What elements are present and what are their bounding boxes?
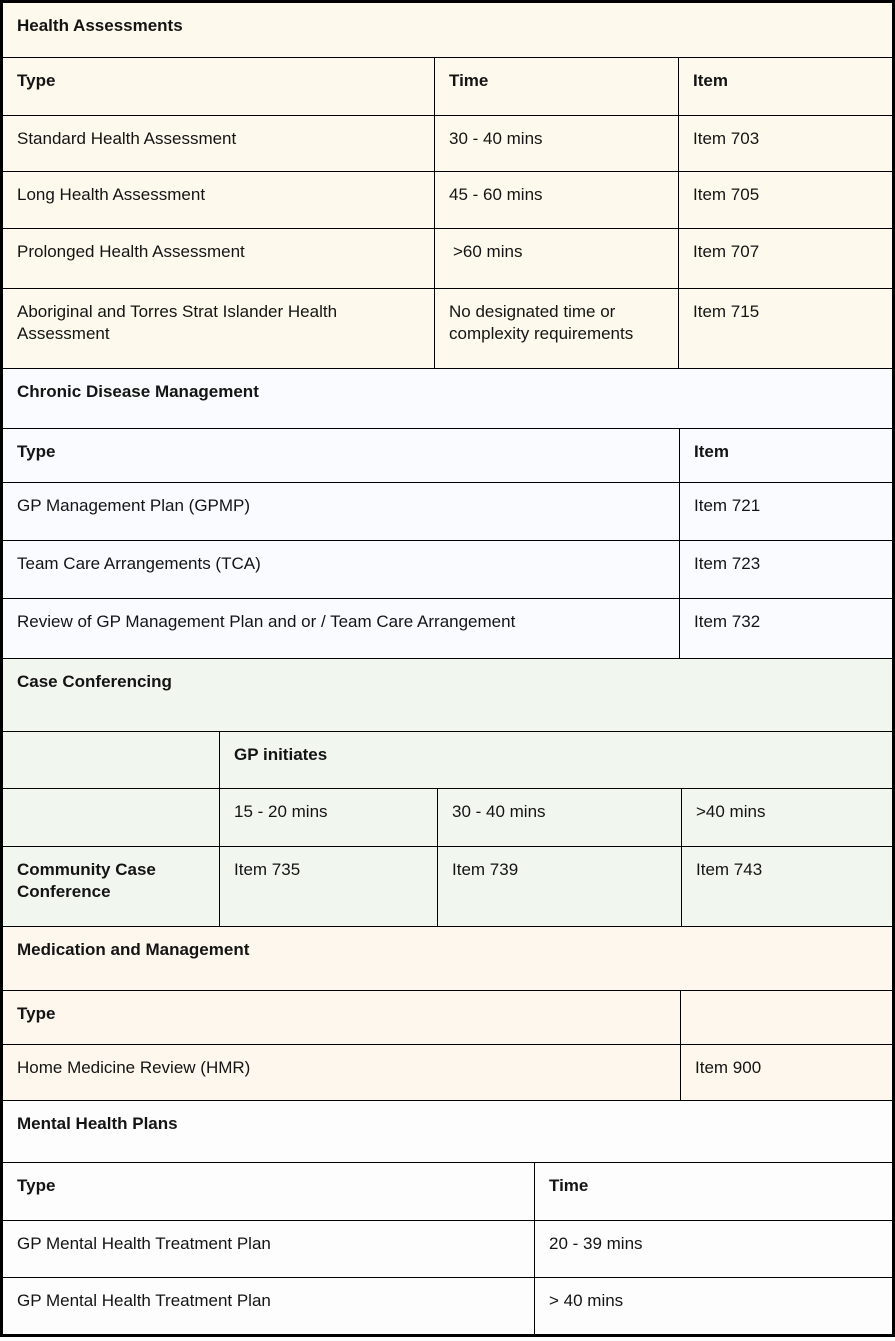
time-header: 15 - 20 mins	[220, 789, 438, 847]
cell-item: Item 715	[679, 289, 893, 369]
cell-empty	[3, 732, 220, 789]
cell-time: 45 - 60 mins	[435, 172, 679, 229]
column-header-row	[3, 1163, 893, 1221]
cell-type: Standard Health Assessment	[3, 116, 435, 172]
cell-time: 20 - 39 mins	[535, 1221, 893, 1278]
column-header-row	[3, 58, 893, 116]
cell-type: Team Care Arrangements (TCA)	[3, 541, 680, 599]
cell-type: GP Mental Health Treatment Plan	[3, 1221, 535, 1278]
cell-type: Prolonged Health Assessment	[3, 229, 435, 289]
section-medication-and-management	[2, 926, 893, 1101]
cell-item: Item 703	[679, 116, 893, 172]
group-header-gp-initiates: GP initiates	[220, 732, 893, 789]
column-header-type: Type	[3, 991, 681, 1045]
cell-type: Aboriginal and Torres Strat Islander Health Assessment	[3, 289, 435, 369]
table-row	[3, 116, 893, 172]
cell-item: Item 732	[680, 599, 893, 659]
column-header-type: Type	[3, 1163, 535, 1221]
column-header-item: Item	[680, 429, 893, 483]
column-header-time: Time	[435, 58, 679, 116]
cell-time: > 40 mins	[535, 1278, 893, 1335]
cell-type: GP Management Plan (GPMP)	[3, 483, 680, 541]
table-row	[3, 1045, 893, 1101]
cell-item: Item 705	[679, 172, 893, 229]
cell-type: Home Medicine Review (HMR)	[3, 1045, 681, 1101]
column-header-type: Type	[3, 58, 435, 116]
cell-time: 30 - 40 mins	[435, 116, 679, 172]
cell-item: Item 739	[438, 847, 682, 927]
table-row	[3, 229, 893, 289]
section-title: Mental Health Plans	[3, 1101, 893, 1163]
cell-time: >60 mins	[435, 229, 679, 289]
section-chronic-disease-management	[2, 368, 893, 659]
cell-item: Item 707	[679, 229, 893, 289]
section-case-conferencing	[2, 658, 893, 927]
section-title: Medication and Management	[3, 927, 893, 991]
section-health-assessments	[2, 2, 893, 369]
cell-empty	[681, 991, 893, 1045]
cell-item: Item 735	[220, 847, 438, 927]
time-header: 30 - 40 mins	[438, 789, 682, 847]
column-header-row	[3, 991, 893, 1045]
column-header-type: Type	[3, 429, 680, 483]
section-title: Health Assessments	[3, 3, 893, 58]
table-row	[3, 483, 893, 541]
cell-type: Review of GP Management Plan and or / Team Care Arrangement	[3, 599, 680, 659]
table-row	[3, 847, 893, 927]
section-title-row	[3, 3, 893, 58]
section-title-row	[3, 369, 893, 429]
cell-item: Item 900	[681, 1045, 893, 1101]
cell-item: Item 723	[680, 541, 893, 599]
section-title-row	[3, 1101, 893, 1163]
table-row	[3, 541, 893, 599]
section-title-row	[3, 659, 893, 732]
table-row	[3, 289, 893, 369]
table-row	[3, 1278, 893, 1335]
section-mental-health-plans	[2, 1100, 893, 1335]
section-title: Chronic Disease Management	[3, 369, 893, 429]
cell-item: Item 743	[682, 847, 893, 927]
cell-type: GP Mental Health Treatment Plan	[3, 1278, 535, 1335]
cell-type: Long Health Assessment	[3, 172, 435, 229]
section-title-row	[3, 927, 893, 991]
column-header-item: Item	[679, 58, 893, 116]
time-header: >40 mins	[682, 789, 893, 847]
cell-empty	[3, 789, 220, 847]
cell-item: Item 721	[680, 483, 893, 541]
column-header-row	[3, 429, 893, 483]
group-header-row	[3, 732, 893, 789]
table-row	[3, 172, 893, 229]
section-title: Case Conferencing	[3, 659, 893, 732]
table-row	[3, 1221, 893, 1278]
cell-time: No designated time or complexity requirements	[435, 289, 679, 369]
column-header-time: Time	[535, 1163, 893, 1221]
table-row	[3, 599, 893, 659]
time-header-row	[3, 789, 893, 847]
cell-type: Community Case Conference	[3, 847, 220, 927]
